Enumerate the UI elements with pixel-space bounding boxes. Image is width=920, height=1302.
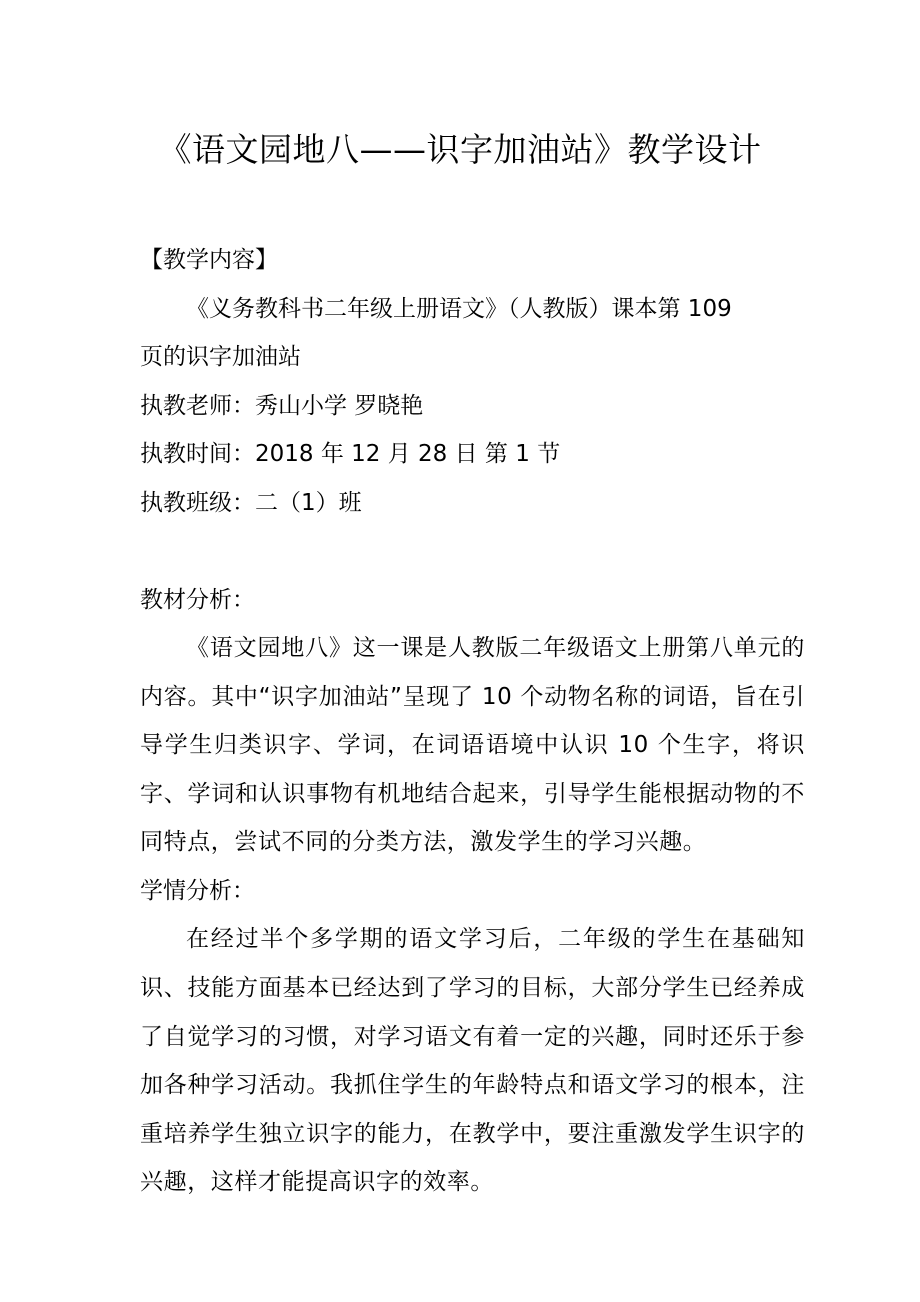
material-analysis-paragraph: 《语文园地八》这一课是人教版二年级语文上册第八单元的内容。其中“识字加油站”呈现了 10 个动物名称的词语，旨在引导学生归类识字、学词，在词语语境中认识 10 个生字，将识字、学词和认识事物有机地结合起来，引导学生能根据动物的不同特点，尝试不同的分类方法，激发学生的学习兴趣。 — [140, 635, 805, 856]
class-line: 执教班级：二（1）班 — [140, 489, 362, 516]
document-title: 《语文园地八——识字加油站》教学设计 — [158, 130, 762, 169]
teacher-line: 执教老师：秀山小学 罗晓艳 — [140, 392, 424, 419]
student-analysis-paragraph: 在经过半个多学期的语文学习后，二年级的学生在基础知识、技能方面基本已经达到了学习的目标，大部分学生已经养成了自觉学习的习惯，对学习语文有着一定的兴趣，同时还乐于参加各种学习活动。我抓住学生的年龄特点和语文学习的根本，注重培养学生独立识字的能力，在教学中，要注重激发学生识字的兴趣，这样才能提高识字的效率。 — [140, 926, 805, 1196]
document-body — [140, 236, 805, 1207]
time-line: 执教时间：2018 年 12 月 28 日 第 1 节 — [140, 441, 561, 467]
student-analysis-heading: 学情分析： — [140, 877, 255, 904]
teaching-content-heading: 【教学内容】 — [140, 247, 278, 273]
material-analysis-heading: 教材分析： — [140, 586, 255, 613]
teaching-content-line-1: 《义务教科书二年级上册语文》（人教版）课本第 109 — [186, 295, 732, 322]
blank-line — [140, 527, 805, 576]
teaching-content-line-2: 页的识字加油站 — [140, 344, 301, 370]
